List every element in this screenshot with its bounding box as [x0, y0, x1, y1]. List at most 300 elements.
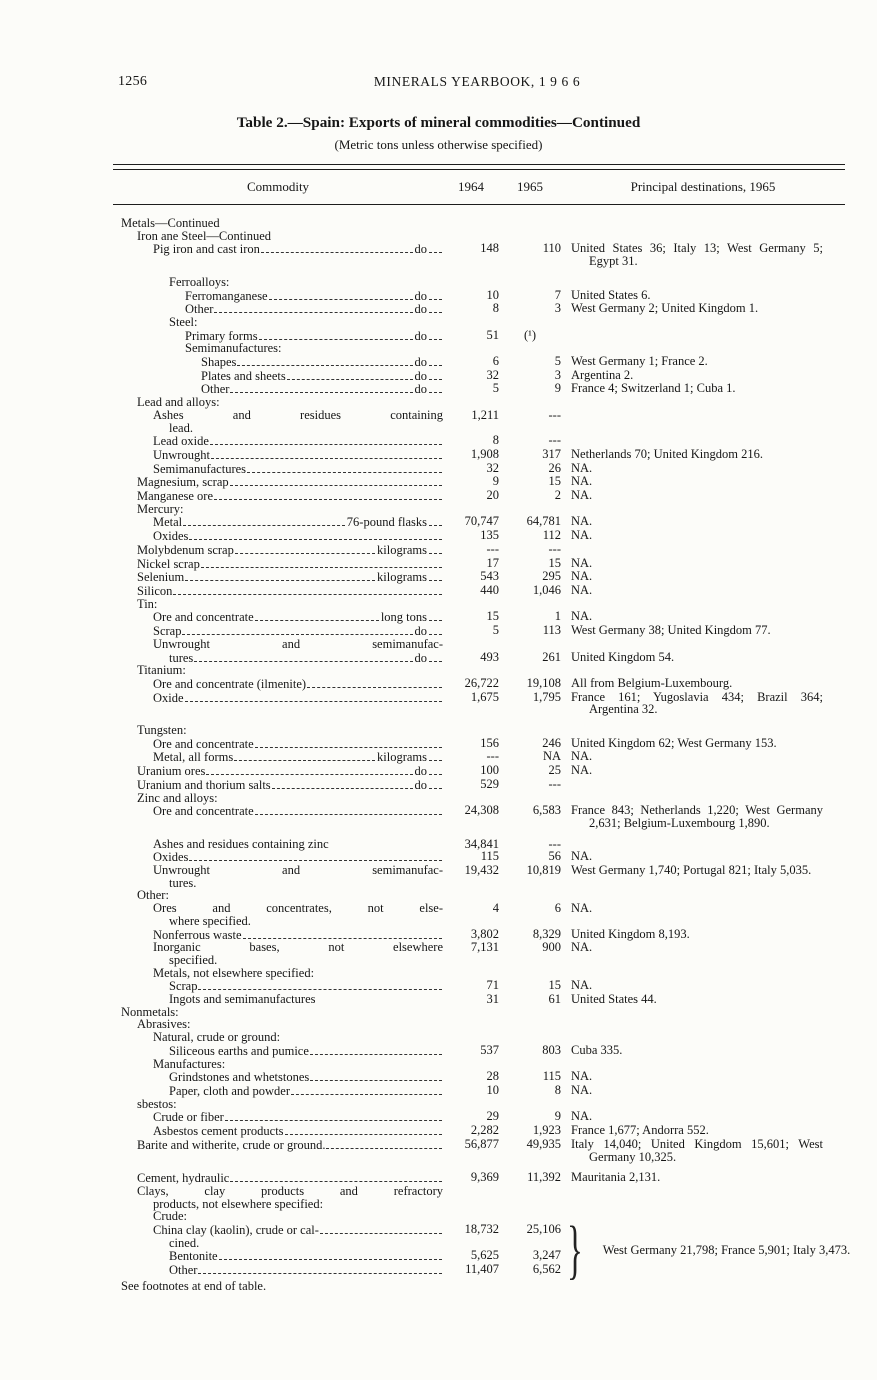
destinations-cell: Italy 14,040; United Kingdom 15,601; West Germany 10,325.: [571, 1136, 823, 1164]
table-row: [113, 1044, 845, 1058]
value-1964-cell: 537: [480, 1042, 499, 1057]
value-1965-cell: 6: [554, 901, 561, 916]
commodity-label: Manganese ore: [137, 489, 214, 504]
table-row: [113, 941, 845, 954]
commodity-cell: [113, 434, 443, 448]
grouping-brace: }: [567, 1212, 583, 1286]
commodity-label: Ashes and residues containing zinc: [153, 836, 329, 851]
dot-leader: [183, 515, 345, 526]
unit-label: do: [414, 328, 427, 343]
dot-leader: [230, 475, 442, 486]
commodity-cell: [113, 355, 443, 369]
destinations-cell: NA.: [571, 460, 593, 475]
commodity-label: Ferromanganese: [185, 288, 268, 303]
dot-leader: [291, 1084, 442, 1095]
value-1965-cell: 6,583: [532, 803, 561, 818]
value-1965-cell: 8: [554, 1083, 561, 1097]
value-1964-cell: 148: [480, 241, 499, 256]
value-1964-cell: 32: [486, 367, 499, 382]
destinations-cell: All from Belgium-Luxembourg.: [571, 675, 733, 690]
commodity-cell: [113, 1044, 443, 1058]
commodity-cell: [113, 838, 443, 851]
commodities-table: [113, 164, 851, 1293]
value-1965-cell: 1,795: [532, 689, 561, 704]
destinations-cell: West Germany 2; United Kingdom 1.: [571, 301, 759, 316]
commodity-cell: [113, 584, 443, 598]
table-row: [113, 316, 845, 329]
table-row: [113, 475, 845, 489]
value-1964-cell: 100: [480, 763, 499, 778]
value-1964-cell: 543: [480, 569, 499, 584]
commodity-label: sbestos:: [137, 1096, 177, 1111]
commodity-label: Other: [201, 382, 230, 397]
dot-leader: [429, 778, 442, 789]
table-row: [113, 877, 845, 890]
value-1965-cell: 5: [554, 354, 561, 369]
value-1964-cell: 9,369: [470, 1170, 499, 1185]
value-1964-cell: 5,625: [470, 1248, 499, 1263]
value-1964-cell: 10: [486, 1083, 499, 1097]
dot-leader: [201, 557, 442, 568]
dot-leader: [259, 329, 413, 340]
dot-leader: [429, 750, 442, 761]
table-row: [113, 967, 845, 980]
commodity-label: Oxide: [153, 690, 184, 705]
table-row: [113, 489, 845, 503]
commodity-label: Ferroalloys:: [169, 274, 230, 289]
commodity-label: Crude or fiber: [153, 1110, 224, 1125]
commodity-label: Siliceous earths and pumice: [169, 1043, 309, 1058]
commodity-label: Mercury:: [137, 501, 184, 516]
destinations-cell: West Germany 1; France 2.: [571, 354, 708, 369]
commodity-cell: [113, 864, 443, 877]
value-1965-cell: 2: [554, 488, 561, 503]
destinations-cell: NA.: [571, 488, 593, 503]
commodity-label: Paper, cloth and powder: [169, 1084, 290, 1098]
commodity-label: Uranium ores: [137, 764, 206, 779]
table-row: [113, 724, 845, 737]
column-header-1964: 1964: [458, 179, 484, 194]
dot-leader: [189, 850, 442, 861]
commodity-label: Barite and witherite, crude or ground.: [137, 1137, 326, 1152]
table-row: [113, 664, 845, 677]
table-row: [113, 915, 845, 928]
commodity-cell: [113, 475, 443, 489]
commodity-label: Grindstones and whetstones: [169, 1070, 310, 1085]
column-header-1965: 1965: [517, 179, 543, 194]
commodity-label: Ashes and residues containing: [153, 407, 443, 422]
commodity-label: Cement, hydraulic: [137, 1171, 230, 1186]
destinations-cell: United Kingdom 62; West Germany 153.: [571, 735, 777, 750]
commodity-label: Inorganic bases, not elsewhere: [153, 940, 443, 955]
value-1965-cell: 3: [554, 301, 561, 316]
commodity-cell: [113, 993, 443, 1006]
commodity-cell: [113, 316, 443, 329]
value-1964-cell: 3,802: [470, 926, 499, 941]
value-1964-cell: 20: [486, 488, 499, 503]
value-1965-cell: 8,329: [532, 926, 561, 941]
dot-leader: [429, 302, 442, 313]
commodity-label: Nonferrous waste: [153, 927, 242, 942]
dot-leader: [429, 382, 442, 393]
destinations-cell: NA.: [571, 849, 593, 864]
value-1965-cell: ---: [548, 407, 561, 422]
table-row: [113, 864, 845, 877]
unit-label: do: [414, 650, 427, 665]
value-1964-cell: 1,675: [470, 689, 499, 704]
value-1965-cell: 9: [554, 381, 561, 396]
dot-leader: [429, 543, 442, 554]
destinations-cell: NA.: [571, 940, 593, 955]
value-1964-cell: 4: [492, 901, 499, 916]
commodity-cell: [113, 850, 443, 864]
commodity-label: Shapes: [201, 355, 237, 370]
table-row: [113, 1138, 845, 1163]
unit-label: do: [414, 302, 427, 317]
commodity-cell: [113, 289, 443, 303]
commodity-label: products, not elsewhere specified:: [153, 1196, 324, 1211]
value-1965-cell: 261: [542, 649, 561, 664]
destinations-cell: NA.: [571, 514, 593, 529]
value-1964-cell: 70,747: [464, 514, 499, 529]
value-1965-cell: 26: [548, 460, 561, 475]
dot-leader: [234, 750, 375, 761]
value-1964-cell: 51: [486, 327, 499, 342]
dot-leader: [255, 610, 379, 621]
dot-leader: [189, 529, 442, 540]
value-1964-cell: 31: [486, 992, 499, 1007]
destinations-cell: NA.: [571, 1109, 593, 1124]
commodity-label: Semimanufactures: [153, 461, 247, 476]
table-row: [113, 737, 845, 751]
table-row: [113, 462, 845, 476]
value-1965-cell: 9: [554, 1109, 561, 1124]
commodity-label: Unwrought: [153, 447, 210, 462]
commodity-label: Zinc and alloys:: [137, 790, 218, 805]
destinations-cell: Mauritania 2,131.: [571, 1170, 661, 1185]
commodity-label: Other: [169, 1263, 198, 1278]
commodity-cell: [113, 954, 443, 967]
value-1965-cell: 900: [542, 940, 561, 955]
value-1965-cell: 1,923: [532, 1123, 561, 1138]
value-1964-cell: 18,732: [464, 1222, 499, 1237]
dot-leader: [429, 515, 442, 526]
dot-leader: [243, 928, 442, 939]
table-row: [113, 1084, 845, 1098]
unit-label: kilograms: [377, 570, 427, 585]
destinations-cell: NA.: [571, 1083, 593, 1097]
commodity-cell: [113, 764, 443, 778]
commodity-cell: [113, 503, 443, 516]
commodity-label: Metals—Continued: [121, 216, 220, 230]
dot-leader: [185, 691, 442, 702]
commodity-cell: [113, 462, 443, 476]
dot-leader: [198, 1263, 442, 1274]
dot-leader: [326, 1138, 442, 1149]
commodity-cell: [113, 382, 443, 396]
commodity-cell: [113, 1263, 443, 1277]
dot-leader: [429, 329, 442, 340]
commodity-label: Semimanufactures:: [185, 341, 282, 356]
commodity-label: Ore and concentrate: [153, 804, 254, 819]
commodity-cell: [113, 329, 443, 343]
commodity-cell: [113, 448, 443, 462]
commodity-cell: [113, 489, 443, 503]
commodity-label: Pig iron and cast iron: [153, 242, 260, 257]
commodity-cell: [113, 598, 443, 611]
table-row: [113, 638, 845, 651]
dot-leader: [225, 1110, 442, 1121]
commodity-label: Metal: [153, 515, 183, 530]
table-title: Table 2.—Spain: Exports of mineral commodities—Continued: [236, 114, 641, 131]
value-1965-cell: 61: [548, 992, 561, 1007]
table-row: [113, 422, 845, 435]
table-header-rule: [113, 204, 845, 205]
value-1965-cell: 295: [542, 569, 561, 584]
commodity-cell: [113, 1070, 443, 1084]
commodity-cell: [113, 276, 443, 289]
table-row: [113, 838, 845, 851]
commodity-label: Selenium: [137, 570, 185, 585]
value-1965-cell: 3,247: [532, 1248, 561, 1263]
table-row: [113, 557, 845, 571]
table-row: [113, 448, 845, 462]
commodity-label: Nonmetals:: [121, 1004, 179, 1019]
commodity-label: Ingots and semimanufactures: [169, 992, 316, 1007]
destinations-cell: NA.: [571, 582, 593, 597]
value-1964-cell: 7,131: [470, 940, 499, 955]
table-row: [113, 1185, 845, 1198]
commodity-cell: [113, 1237, 443, 1250]
dot-leader: [429, 651, 442, 662]
table-row: [113, 764, 845, 778]
commodity-cell: [113, 543, 443, 557]
unit-label: do: [414, 368, 427, 383]
commodity-cell: [113, 570, 443, 584]
table-row: [113, 610, 845, 624]
destinations-cell: Netherlands 70; United Kingdom 216.: [571, 446, 763, 461]
commodity-label: Silicon: [137, 583, 173, 598]
table-row: [113, 993, 845, 1006]
commodity-label: specified.: [169, 952, 218, 967]
value-1965-cell: 110: [542, 241, 561, 256]
dot-leader: [255, 804, 442, 815]
commodity-cell: [113, 778, 443, 792]
value-1964-cell: 9: [492, 474, 499, 489]
commodity-label: Other: [185, 302, 214, 317]
dot-leader: [206, 764, 412, 775]
value-1964-cell: 156: [480, 735, 499, 750]
commodity-cell: [113, 979, 443, 993]
value-1965-cell: 64,781: [526, 514, 561, 529]
dot-leader: [214, 489, 442, 500]
destinations-cell: Cuba 335.: [571, 1042, 623, 1057]
commodity-label: Magnesium, scrap: [137, 475, 229, 490]
table-row: [113, 1110, 845, 1124]
value-1964-cell: 529: [480, 776, 499, 791]
table-body: [113, 217, 845, 1223]
commodity-label: Plates and sheets: [201, 368, 286, 383]
table-row: [113, 1223, 561, 1237]
table-row: [113, 954, 845, 967]
commodity-label: Other:: [137, 888, 169, 903]
commodity-cell: [113, 515, 443, 529]
dot-leader: [198, 979, 442, 990]
commodity-label: Unwrought and semimanufac-: [153, 636, 443, 651]
value-1964-cell: 8: [492, 433, 499, 448]
dot-leader: [255, 737, 442, 748]
dot-leader: [310, 1070, 442, 1081]
commodity-cell: [113, 342, 443, 355]
dot-leader: [320, 1223, 442, 1234]
running-head: [113, 74, 841, 92]
commodity-cell: [113, 1210, 443, 1223]
value-1965-cell: 11,392: [527, 1170, 561, 1185]
value-1964-cell: 34,841: [464, 836, 499, 851]
commodity-label: Steel:: [169, 314, 198, 329]
clays-group-destination: West Germany 21,798; France 5,901; Italy 3,473.: [602, 1242, 851, 1257]
dot-leader: [235, 543, 375, 554]
value-1965-cell: 113: [542, 623, 561, 638]
commodity-cell: [113, 1110, 443, 1124]
commodity-cell: [113, 677, 443, 691]
table-row: [113, 1070, 845, 1084]
value-1965-cell: 15: [548, 978, 561, 993]
unit-label: do: [414, 288, 427, 303]
table-row: [113, 1006, 845, 1019]
value-1964-cell: 2,282: [470, 1123, 499, 1138]
table-row: [113, 302, 845, 316]
value-1964-cell: ---: [486, 749, 499, 764]
destinations-cell: West Germany 1,740; Portugal 821; Italy 5,035.: [571, 863, 812, 878]
commodity-label: Ore and concentrate: [153, 736, 254, 751]
unit-label: do: [414, 764, 427, 779]
unit-label: kilograms: [377, 542, 427, 557]
commodity-cell: [113, 1084, 443, 1098]
table-row: [113, 598, 845, 611]
dot-leader: [272, 778, 413, 789]
commodity-cell: [113, 217, 443, 230]
commodity-cell: [113, 750, 443, 764]
dot-leader: [247, 462, 442, 473]
dot-leader: [210, 434, 442, 445]
unit-label: do: [414, 355, 427, 370]
commodity-label: Lead and alloys:: [137, 395, 220, 410]
table-row: [113, 778, 845, 792]
table-row: [113, 276, 845, 289]
dot-leader: [230, 382, 412, 393]
commodity-cell: [113, 1138, 443, 1152]
value-1964-cell: 135: [480, 528, 499, 543]
destinations-cell: NA.: [571, 901, 593, 916]
commodity-cell: [113, 1223, 443, 1237]
value-1964-cell: 1,211: [471, 407, 499, 422]
unit-label: long tons: [380, 610, 427, 625]
commodity-label: Bentonite: [169, 1249, 218, 1264]
dot-leader: [182, 624, 412, 635]
value-1965-cell: NA: [542, 749, 561, 764]
value-1964-cell: ---: [486, 541, 499, 556]
table-row: [113, 396, 845, 409]
table-row: [113, 217, 845, 230]
column-header-destinations: Principal destinations, 1965: [630, 179, 776, 194]
table-row: [113, 409, 845, 422]
table-row: [113, 902, 845, 915]
dot-leader: [261, 242, 413, 253]
commodity-label: Scrap: [169, 979, 198, 994]
value-1965-cell: ---: [548, 433, 561, 448]
dot-leader: [429, 570, 442, 581]
value-1964-cell: 10: [486, 287, 499, 302]
commodity-cell: [113, 529, 443, 543]
commodity-label: lead.: [169, 420, 193, 435]
value-1964-cell: 1,908: [470, 446, 499, 461]
value-1965-cell: 3: [554, 367, 561, 382]
value-1964-cell: 5: [492, 623, 499, 638]
destinations-cell: France 843; Netherlands 1,220; West Germany 2,631; Belgium-Luxembourg 1,890.: [571, 803, 823, 830]
value-1965-cell: 15: [548, 555, 561, 570]
commodity-cell: [113, 724, 443, 737]
dot-leader: [429, 242, 442, 253]
commodity-label: Iron ane Steel—Continued: [137, 228, 271, 243]
commodity-cell: [113, 691, 443, 705]
commodity-label: Metal, all forms: [153, 750, 234, 765]
value-1964-cell: 24,308: [464, 803, 499, 818]
table-row: [113, 1198, 845, 1211]
value-1964-cell: 6: [492, 354, 499, 369]
value-1965-cell: 246: [542, 735, 561, 750]
destinations-cell: NA.: [571, 749, 593, 764]
table-row: [113, 515, 845, 529]
commodity-label: Clays, clay products and refractory: [137, 1183, 443, 1198]
unit-label: 76-pound flasks: [346, 515, 427, 530]
commodity-label: tures: [169, 650, 194, 665]
table-row: [113, 289, 845, 303]
commodity-label: Manufactures:: [153, 1056, 226, 1071]
destinations-cell: United States 36; Italy 13; West Germany 5; Egypt 31.: [571, 241, 823, 269]
dot-leader: [287, 369, 413, 380]
table-row: [113, 651, 845, 665]
value-1965-cell: 25,106: [526, 1222, 561, 1237]
value-1964-cell: 115: [480, 849, 499, 864]
table-subtitle: (Metric tons unless otherwise specified): [334, 137, 543, 152]
commodity-label: tures.: [169, 875, 197, 890]
commodity-label: Tungsten:: [137, 723, 187, 738]
dot-leader: [230, 1171, 442, 1182]
value-1965-cell: 803: [542, 1042, 561, 1057]
commodity-label: Lead oxide: [153, 434, 209, 449]
commodity-cell: [113, 915, 443, 928]
destinations-cell: West Germany 38; United Kingdom 77.: [571, 623, 771, 638]
destinations-cell: France 4; Switzerland 1; Cuba 1.: [571, 381, 736, 396]
commodity-cell: [113, 1031, 443, 1044]
value-1965-cell: ---: [548, 836, 561, 851]
value-1965-cell: 15: [548, 474, 561, 489]
value-1965-cell: 49,935: [526, 1136, 561, 1151]
value-1964-cell: 17: [486, 555, 499, 570]
commodity-cell: [113, 1124, 443, 1138]
dot-leader: [269, 289, 413, 300]
commodity-label: Nickel scrap: [137, 556, 200, 571]
commodity-label: Oxides: [153, 529, 189, 544]
destinations-cell: United States 6.: [571, 287, 651, 302]
value-1965-cell: 1,046: [532, 582, 561, 597]
dot-leader: [429, 369, 442, 380]
destinations-cell: NA.: [571, 1069, 593, 1084]
commodity-label: Ores and concentrates, not else-: [153, 901, 443, 916]
commodity-label: Molybdenum scrap: [137, 542, 234, 557]
table-row: [113, 369, 845, 383]
